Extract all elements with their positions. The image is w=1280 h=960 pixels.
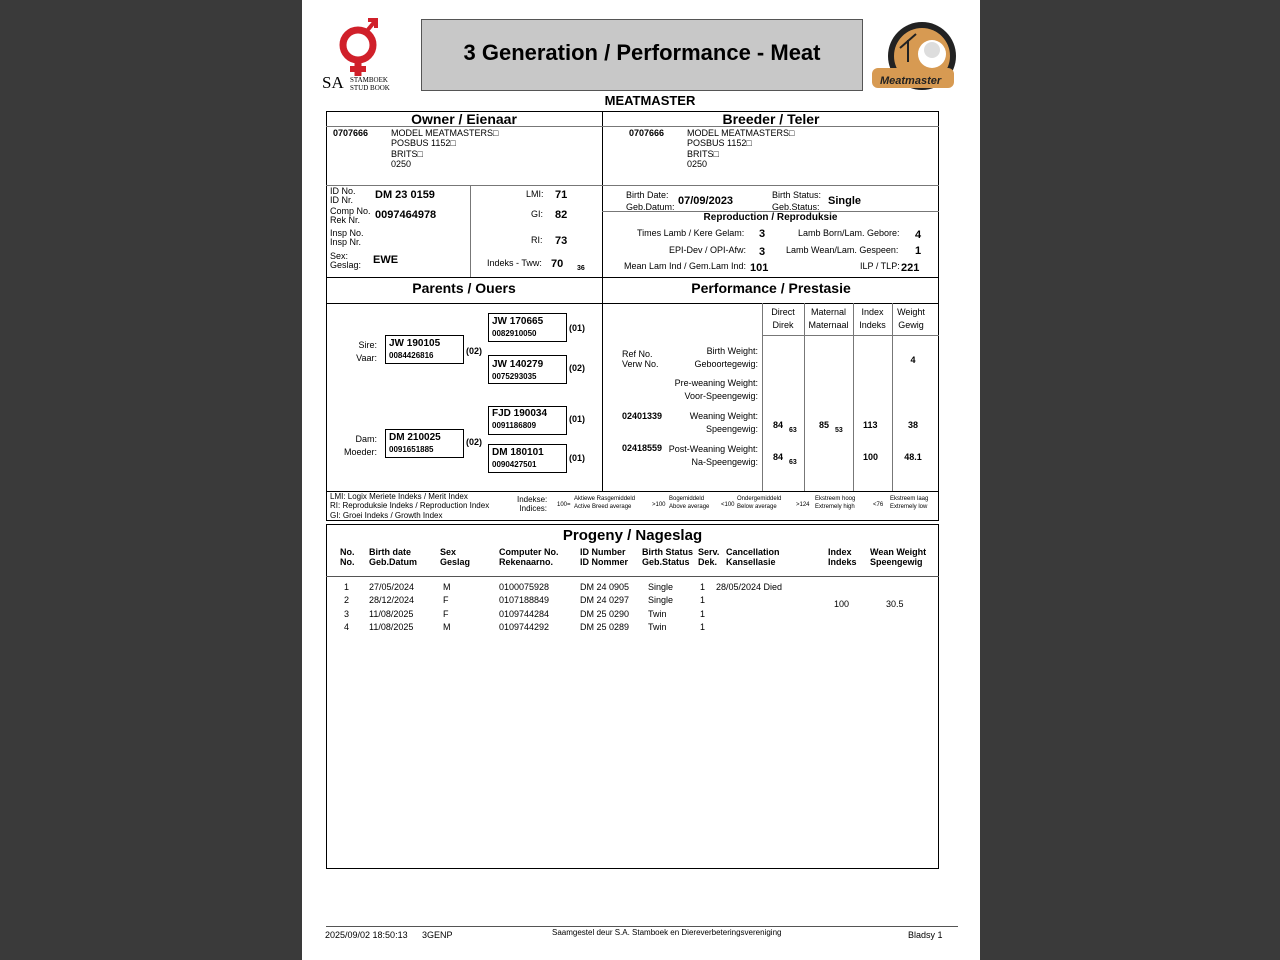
dam-dam-box <box>488 444 567 473</box>
mean-value: 101 <box>750 262 769 274</box>
ilp-value: 221 <box>901 262 920 274</box>
birth-status-label: Birth Status: Geb.Status: <box>772 190 822 212</box>
weaning-maternal-sub: 53 <box>835 427 843 434</box>
tww-value: 70 <box>551 258 564 270</box>
progeny-cell-serv: 1 <box>700 582 706 592</box>
sire-id: JW 190105 <box>389 338 441 349</box>
dam-dam-comp: 0090427501 <box>492 460 537 469</box>
col-weight-header: Weight Gewig <box>897 307 925 330</box>
sire-dam-id: JW 140279 <box>492 359 544 370</box>
progeny-cell-comp: 0109744292 <box>499 621 550 632</box>
dam-id: DM 210025 <box>389 432 441 443</box>
progeny-cell-index: 100 <box>834 599 850 610</box>
progeny-cell-date: 28/12/2024 <box>369 595 415 606</box>
progeny-col-sex: Sex Geslag <box>440 547 471 567</box>
sire-dam-box <box>488 355 567 384</box>
breeder-code: 0707666 <box>629 128 665 138</box>
birth-status-value: Single <box>828 195 862 207</box>
sire-dam-code: (02) <box>569 363 586 373</box>
legend-desc: Ondergemiddeld Below average <box>737 496 782 510</box>
dam-sire-id: FJD 190034 <box>492 408 548 419</box>
progeny-cell-date: 11/08/2025 <box>369 608 414 619</box>
progeny-cell-id: DM 24 0297 <box>580 595 630 606</box>
id-value: DM 23 0159 <box>375 189 435 201</box>
progeny-cell-no: 3 <box>344 608 350 619</box>
footer-page: Bladsy 1 <box>908 930 943 940</box>
progeny-cell-status: Single <box>648 595 674 606</box>
title-box <box>421 19 863 91</box>
sex-label: Sex: Geslag: <box>330 251 362 270</box>
post-weaning-direct: 84 <box>773 452 784 462</box>
progeny-cell-wean: 30.5 <box>886 599 904 610</box>
legend-line: RI: Reproduksie Indeks / Reproduction Index <box>330 501 490 510</box>
meatmaster-logo <box>870 20 962 92</box>
progeny-col-status: Birth Status Geb.Status <box>642 547 694 567</box>
weaning-weight: 38 <box>907 420 918 430</box>
legend-code: <100 <box>721 502 735 508</box>
sire-label: Sire: Vaar: <box>356 340 377 363</box>
tww-sub-value: 36 <box>577 265 585 272</box>
progeny-cell-no: 2 <box>344 595 350 606</box>
dam-sire-box <box>488 406 567 435</box>
progeny-cell-serv: 1 <box>700 621 706 632</box>
gi-value: 82 <box>555 209 568 221</box>
breeder-heading: Breeder / Teler <box>722 111 820 127</box>
lmi-value: 71 <box>555 189 568 201</box>
sire-dam-comp: 0075293035 <box>492 372 537 381</box>
post-weaning-weight: 48.1 <box>904 452 922 462</box>
progeny-cell-id: DM 24 0905 <box>580 582 630 592</box>
legend-line: GI: Groei Indeks / Growth Index <box>330 511 443 520</box>
weaning-ref: 02401339 <box>622 411 663 421</box>
dam-dam-id: DM 180101 <box>492 447 544 458</box>
birth-weight-value: 4 <box>910 355 916 365</box>
epi-value: 3 <box>759 246 766 258</box>
progeny-cell-no: 4 <box>344 621 350 632</box>
progeny-cell-comp: 0100075928 <box>499 582 550 592</box>
birth-weight-label: Birth Weight: Geboortegewig: <box>694 346 758 369</box>
dam-sire-code: (01) <box>569 414 586 424</box>
sex-value: EWE <box>373 254 399 266</box>
document-page <box>302 0 980 960</box>
parents-heading: Parents / Ouers <box>412 280 516 296</box>
breeder-address-line: MODEL MEATMASTERS□ <box>687 128 795 138</box>
lamb-born-value: 4 <box>915 229 922 241</box>
breeder-address-line: BRITS□ <box>687 149 719 159</box>
progeny-col-cancel: Cancellation Kansellasie <box>726 547 780 567</box>
progeny-heading: Progeny / Nageslag <box>562 527 703 544</box>
pre-weaning-label: Pre-weaning Weight: Voor-Speengewig: <box>674 378 758 401</box>
dam-box <box>385 429 464 458</box>
ref-no-label: Ref No. Verw No. <box>622 349 659 369</box>
col-direct-header: Direct Direk <box>771 307 795 330</box>
comp-label: Comp No. Rek Nr. <box>330 206 371 225</box>
progeny-cell-status: Twin <box>648 621 667 632</box>
reproduction-heading: Reproduction / Reproduksie <box>703 212 838 223</box>
owner-address-line: POSBUS 1152□ <box>391 138 456 148</box>
legend-code: >100 <box>652 502 666 508</box>
progeny-cell-sex: F <box>443 595 449 606</box>
breeder-address-line: POSBUS 1152□ <box>687 138 752 148</box>
post-weaning-ref: 02418559 <box>622 443 663 453</box>
performance-heading: Performance / Prestasie <box>691 280 851 296</box>
footer-datetime: 2025/09/02 18:50:13 <box>325 930 408 940</box>
progeny-cell-serv: 1 <box>700 608 706 619</box>
studbook-symbol-icon <box>322 18 400 76</box>
progeny-col-no: No. No. <box>340 547 355 567</box>
progeny-cell-sex: F <box>443 608 449 619</box>
dam-code: (02) <box>466 437 483 447</box>
legend-code: 100= <box>557 502 571 508</box>
id-label: ID No. ID Nr. <box>330 186 356 205</box>
lmi-label: LMI: <box>526 189 544 199</box>
sire-sire-code: (01) <box>569 323 586 333</box>
progeny-col-serv: Serv. Dek. <box>698 547 720 567</box>
legend-code: >124 <box>796 502 810 508</box>
progeny-col-comp: Computer No. Rekenaarno. <box>499 547 559 567</box>
sire-box <box>385 335 464 364</box>
logo-sa-text: SA <box>322 73 344 92</box>
post-weaning-direct-sub: 63 <box>789 459 797 466</box>
tww-label: Indeks - Tww: <box>487 258 542 268</box>
post-weaning-label: Post-Weaning Weight: Na-Speengewig: <box>668 444 758 467</box>
breed-name: MEATMASTER <box>604 93 696 108</box>
col-index-header: Index Indeks <box>859 307 886 330</box>
dam-label: Dam: Moeder: <box>343 434 377 457</box>
progeny-cell-status: Twin <box>648 608 667 619</box>
dam-dam-code: (01) <box>569 453 586 463</box>
ri-label: RI: <box>531 235 543 245</box>
times-lamb-label: Times Lamb / Kere Gelam: <box>637 228 745 238</box>
dam-sire-comp: 0091186809 <box>492 421 537 430</box>
progeny-cell-date: 11/08/2025 <box>369 621 414 632</box>
gi-label: GI: <box>531 209 544 219</box>
sa-studbook-logo <box>322 18 400 94</box>
indices-label: Indekse: Indices: <box>517 495 548 513</box>
progeny-cell-status: Single <box>648 582 674 592</box>
mean-label: Mean Lam Ind / Gem.Lam Ind: <box>624 261 747 271</box>
sire-sire-box <box>488 313 567 342</box>
breeder-address-line: 0250 <box>687 159 708 169</box>
sire-comp: 0084426816 <box>389 351 434 360</box>
times-lamb-value: 3 <box>759 228 766 240</box>
legend-desc: Ekstreem laag Extremely low <box>890 496 929 510</box>
col-maternal-header: Maternal Maternaal <box>808 307 849 330</box>
weaning-direct-sub: 63 <box>789 427 797 434</box>
progeny-cell-comp: 0107188849 <box>499 595 550 606</box>
progeny-col-date: Birth date Geb.Datum <box>369 547 418 567</box>
owner-address-line: 0250 <box>391 159 412 169</box>
sire-sire-id: JW 170665 <box>492 316 544 327</box>
progeny-cell-date: 27/05/2024 <box>369 582 415 592</box>
birth-date-label: Birth Date: Geb.Datum: <box>626 190 675 212</box>
footer-compiled-by: Saamgestel deur S.A. Stamboek en Diereverbeteringsvereniging <box>552 928 782 937</box>
legend-code: <76 <box>873 502 884 508</box>
owner-code: 0707666 <box>333 128 369 138</box>
ri-value: 73 <box>555 235 568 247</box>
legend-desc: Bogemiddeld Above average <box>669 496 710 510</box>
footer-report-code: 3GENP <box>422 930 453 940</box>
sire-code: (02) <box>466 346 483 356</box>
owner-address-line: BRITS□ <box>391 149 423 159</box>
progeny-col-index: Index Indeks <box>828 547 857 567</box>
weaning-maternal: 85 <box>819 420 830 430</box>
owner-address-line: MODEL MEATMASTERS□ <box>391 128 499 138</box>
progeny-cell-cancel: 28/05/2024 Died <box>716 582 783 592</box>
epi-label: EPI-Dev / OPI-Afw: <box>669 245 747 255</box>
progeny-cell-id: DM 25 0289 <box>580 621 630 632</box>
lamb-wean-value: 1 <box>915 245 922 257</box>
owner-heading: Owner / Eienaar <box>411 111 517 127</box>
lamb-born-label: Lamb Born/Lam. Gebore: <box>798 228 900 238</box>
lamb-wean-label: Lamb Wean/Lam. Gespeen: <box>786 245 899 255</box>
dam-comp: 0091651885 <box>389 445 434 454</box>
progeny-cell-id: DM 25 0290 <box>580 608 630 619</box>
weaning-label: Weaning Weight: Speengewig: <box>689 411 758 434</box>
progeny-cell-sex: M <box>443 582 451 592</box>
legend-desc: Ekstreem hoog Extremely high <box>815 496 856 510</box>
insp-label: Insp No. Insp Nr. <box>330 228 364 247</box>
progeny-cell-serv: 1 <box>700 595 706 606</box>
weaning-index: 113 <box>863 420 878 430</box>
ilp-label: ILP / TLP: <box>860 261 900 271</box>
progeny-cell-sex: M <box>443 621 451 632</box>
progeny-col-id: ID Number ID Nommer <box>580 547 629 567</box>
progeny-col-wean: Wean Weight Speengewig <box>870 547 927 567</box>
birth-date-value: 07/09/2023 <box>678 195 734 207</box>
sire-sire-comp: 0082910050 <box>492 329 537 338</box>
meatmaster-logo-text: Meatmaster <box>880 75 942 87</box>
logo-stamboek-text: STAMBOEK STUD BOOK <box>350 76 390 92</box>
page-title: 3 Generation / Performance - Meat <box>463 40 821 65</box>
progeny-cell-no: 1 <box>344 582 350 592</box>
comp-value: 0097464978 <box>375 209 437 221</box>
progeny-cell-comp: 0109744284 <box>499 608 550 619</box>
weaning-direct: 84 <box>773 420 784 430</box>
post-weaning-index: 100 <box>863 452 879 462</box>
legend-desc: Aktiewe Rasgemiddeld Active Breed average <box>574 496 636 510</box>
legend-line: LMI: Logix Meriete Indeks / Merit Index <box>330 492 468 501</box>
